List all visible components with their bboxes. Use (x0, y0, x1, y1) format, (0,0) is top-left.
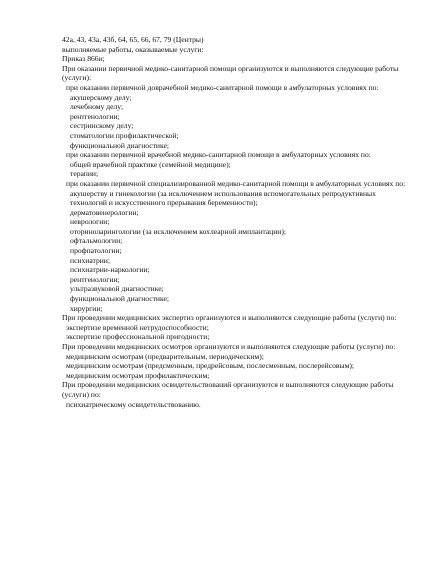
primary-care-paragraph: При оказании первичной медико-санитарной помощи организуются и выполняются следующие работы (услуги): (62, 63, 399, 83)
list-item: психиатрии; (70, 255, 110, 265)
list-item: медицинским осмотрам профилактическим; (66, 370, 210, 380)
order-reference: Приказ 866н; (62, 54, 105, 64)
list-item: лечебному делу; (70, 102, 124, 112)
expertise-paragraph: При проведении медицинских экспертиз организуются и выполняются следующие работы (услуги) по: (62, 313, 397, 323)
list-item: экспертизе временной нетрудоспособности; (66, 322, 209, 332)
list-item: профпатологии; (70, 246, 122, 256)
list-item: экспертизе профессиональной пригодности; (66, 332, 210, 342)
list-item: офтальмологии; (70, 236, 123, 246)
specialized-care-subheading: при оказании первичной специализированной медико-санитарной помощи в амбулаторных условиях по: (66, 178, 406, 188)
list-item: функциональной диагностике; (70, 294, 169, 304)
examinations-paragraph: При проведении медицинских осмотров организуются и выполняются следующие работы (услуги) по: (62, 342, 396, 351)
list-item: терапии; (70, 169, 99, 179)
pre-doctor-care-subheading: при оказании первичной доврачебной медико-санитарной помощи в амбулаторных условиях по: (66, 82, 379, 92)
list-item: психиатрии-наркологии; (70, 265, 150, 275)
list-item: акушерству и гинекологии (за исключением использования вспомогательных репродуктивных технологий и искусственного прерывания беременности); (70, 188, 376, 208)
document-body (62, 35, 414, 409)
list-item: общей врачебной практике (семейной медицине); (70, 159, 231, 169)
services-heading: выполняемые работы, оказываемые услуги: (62, 44, 204, 54)
list-item: медицинским осмотрам (предсменным, предрейсовым, послесменным, послерейсовым); (66, 361, 355, 371)
list-item: оториноларингологии (за исключением кохлеарной имплантации); (70, 226, 286, 236)
list-item: рентгенологии; (70, 274, 120, 284)
certification-paragraph: При проведении медицинских освидетельствований организуются и выполняются следующие работы (услуги) по: (62, 380, 394, 399)
list-item: рентгенологии; (70, 111, 120, 121)
list-item: неврологии; (70, 217, 110, 227)
list-item: психиатрическому освидетельствованию. (66, 399, 201, 409)
list-item: функциональной диагностике; (70, 140, 169, 150)
list-item: дерматовенерологии; (70, 207, 139, 217)
list-item: хирургии; (70, 303, 103, 313)
list-item: стоматологии профилактической; (70, 130, 179, 140)
list-item: акушерскому делу; (70, 92, 132, 102)
doctor-care-subheading: при оказании первичной врачебной медико-санитарной помощи в амбулаторных условиях по: (66, 150, 371, 160)
list-item: ультразвуковой диагностике; (70, 284, 164, 294)
list-item: медицинским осмотрам (предварительным, периодическим); (66, 351, 264, 361)
center-numbers-line: 42а, 43, 43а, 43б, 64, 65, 66, 67, 79 (Центры) (62, 35, 204, 44)
list-item: сестринскому делу; (70, 121, 134, 131)
